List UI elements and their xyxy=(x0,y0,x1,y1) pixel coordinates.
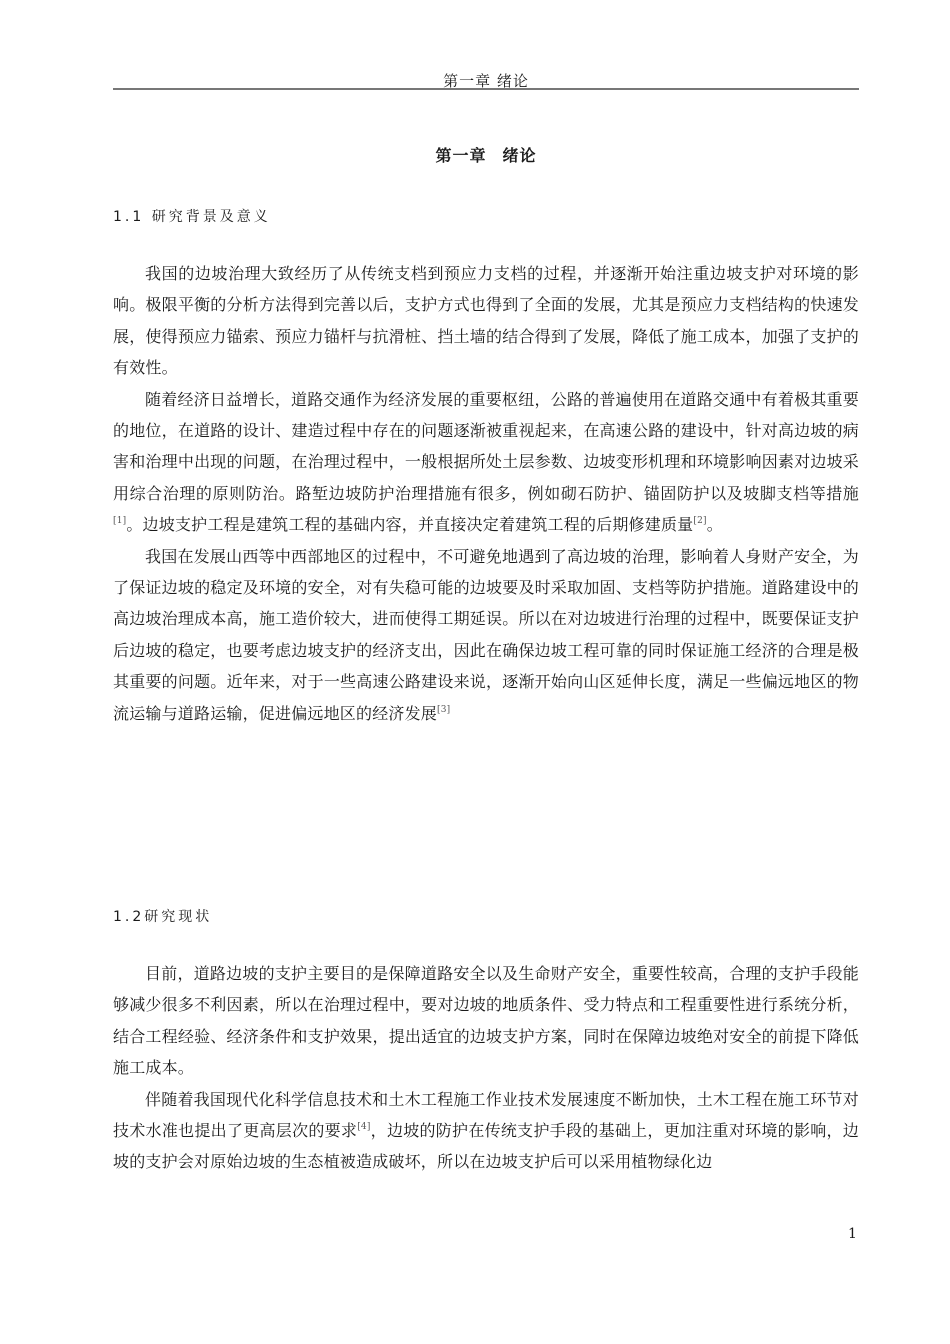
paragraph: 目前，道路边坡的支护主要目的是保障道路安全以及生命财产安全，重要性较高，合理的支护手段能够减少很多不利因素，所以在治理过程中，要对边坡的地质条件、受力特点和工程重要性进行系统分析，结合工程经验、经济条件和支护效果，提出适宜的边坡支护方案，同时在保障边坡绝对安全的前提下降低施工成本。 xyxy=(113,964,859,1078)
chapter-name: 绪论 xyxy=(502,146,537,165)
citation-ref: [2] xyxy=(693,516,707,527)
paragraph: 我国的边坡治理大致经历了从传统支档到预应力支档的过程，并逐渐开始注重边坡支护对环境的影响。极限平衡的分析方法得到完善以后，支护方式也得到了全面的发展，尤其是预应力支档结构的快速发展，使得预应力锚索、预应力锚杆与抗滑桩、挡土墙的结合得到了发展，降低了施工成本，加强了支护的有效性。 xyxy=(113,264,859,378)
section-heading-1-1: 1.1 研究背景及意义 xyxy=(113,209,271,225)
paragraph: 随着经济日益增长，道路交通作为经济发展的重要枢纽，公路的普遍使用在道路交通中有着极其重要的地位，在道路的设计、建造过程中存在的问题逐渐被重视起来，在高速公路的建设中，针对高边坡的病害和治理中出现的问题，在治理过程中，一般根据所处土层参数、边坡变形机理和环境影响因素对边坡采用综合治理的原则防治。路堑边坡防护治理措施有很多，例如砌石防护、锚固防护以及坡脚支档等措施[1]。边坡支护工程是建筑工程的基础内容，并直接决定着建筑工程的后期修建质量[2]。 xyxy=(113,389,859,535)
chapter-number: 第一章 xyxy=(435,146,487,165)
header-rule xyxy=(113,88,859,90)
citation-ref: [4] xyxy=(357,1122,371,1133)
section-body-1-1 xyxy=(113,258,859,729)
chapter-title xyxy=(113,143,859,166)
paragraph: 我国在发展山西等中西部地区的过程中，不可避免地遇到了高边坡的治理，影响着人身财产安全，为了保证边坡的稳定及环境的安全，对有失稳可能的边坡要及时采取加固、支档等防护措施。道路建设中的高边坡治理成本高，施工造价较大，进而使得工期延误。所以在对边坡进行治理的过程中，既要保证支护后边坡的稳定，也要考虑边坡支护的经济支出，因此在确保边坡工程可靠的同时保证施工经济的合理是极其重要的问题。近年来，对于一些高速公路建设来说，逐渐开始向山区延伸长度，满足一些偏远地区的物流运输与道路运输，促进偏远地区的经济发展[3] xyxy=(113,546,859,723)
running-header: 第一章 绪论 xyxy=(443,72,529,90)
paragraph: 伴随着我国现代化科学信息技术和土木工程施工作业技术发展速度不断加快，土木工程在施工环节对技术水准也提出了更高层次的要求[4]，边坡的防护在传统支护手段的基础上，更加注重对环境的影响，边坡的支护会对原始边坡的生态植被造成破坏，所以在边坡支护后可以采用植物绿化边 xyxy=(113,1089,859,1172)
citation-ref: [3] xyxy=(437,704,451,715)
page-number: 1 xyxy=(848,1226,857,1242)
section-heading-1-2: 1.2研究现状 xyxy=(113,909,213,925)
section-body-1-2 xyxy=(113,958,859,1178)
citation-ref: [1] xyxy=(113,516,127,527)
